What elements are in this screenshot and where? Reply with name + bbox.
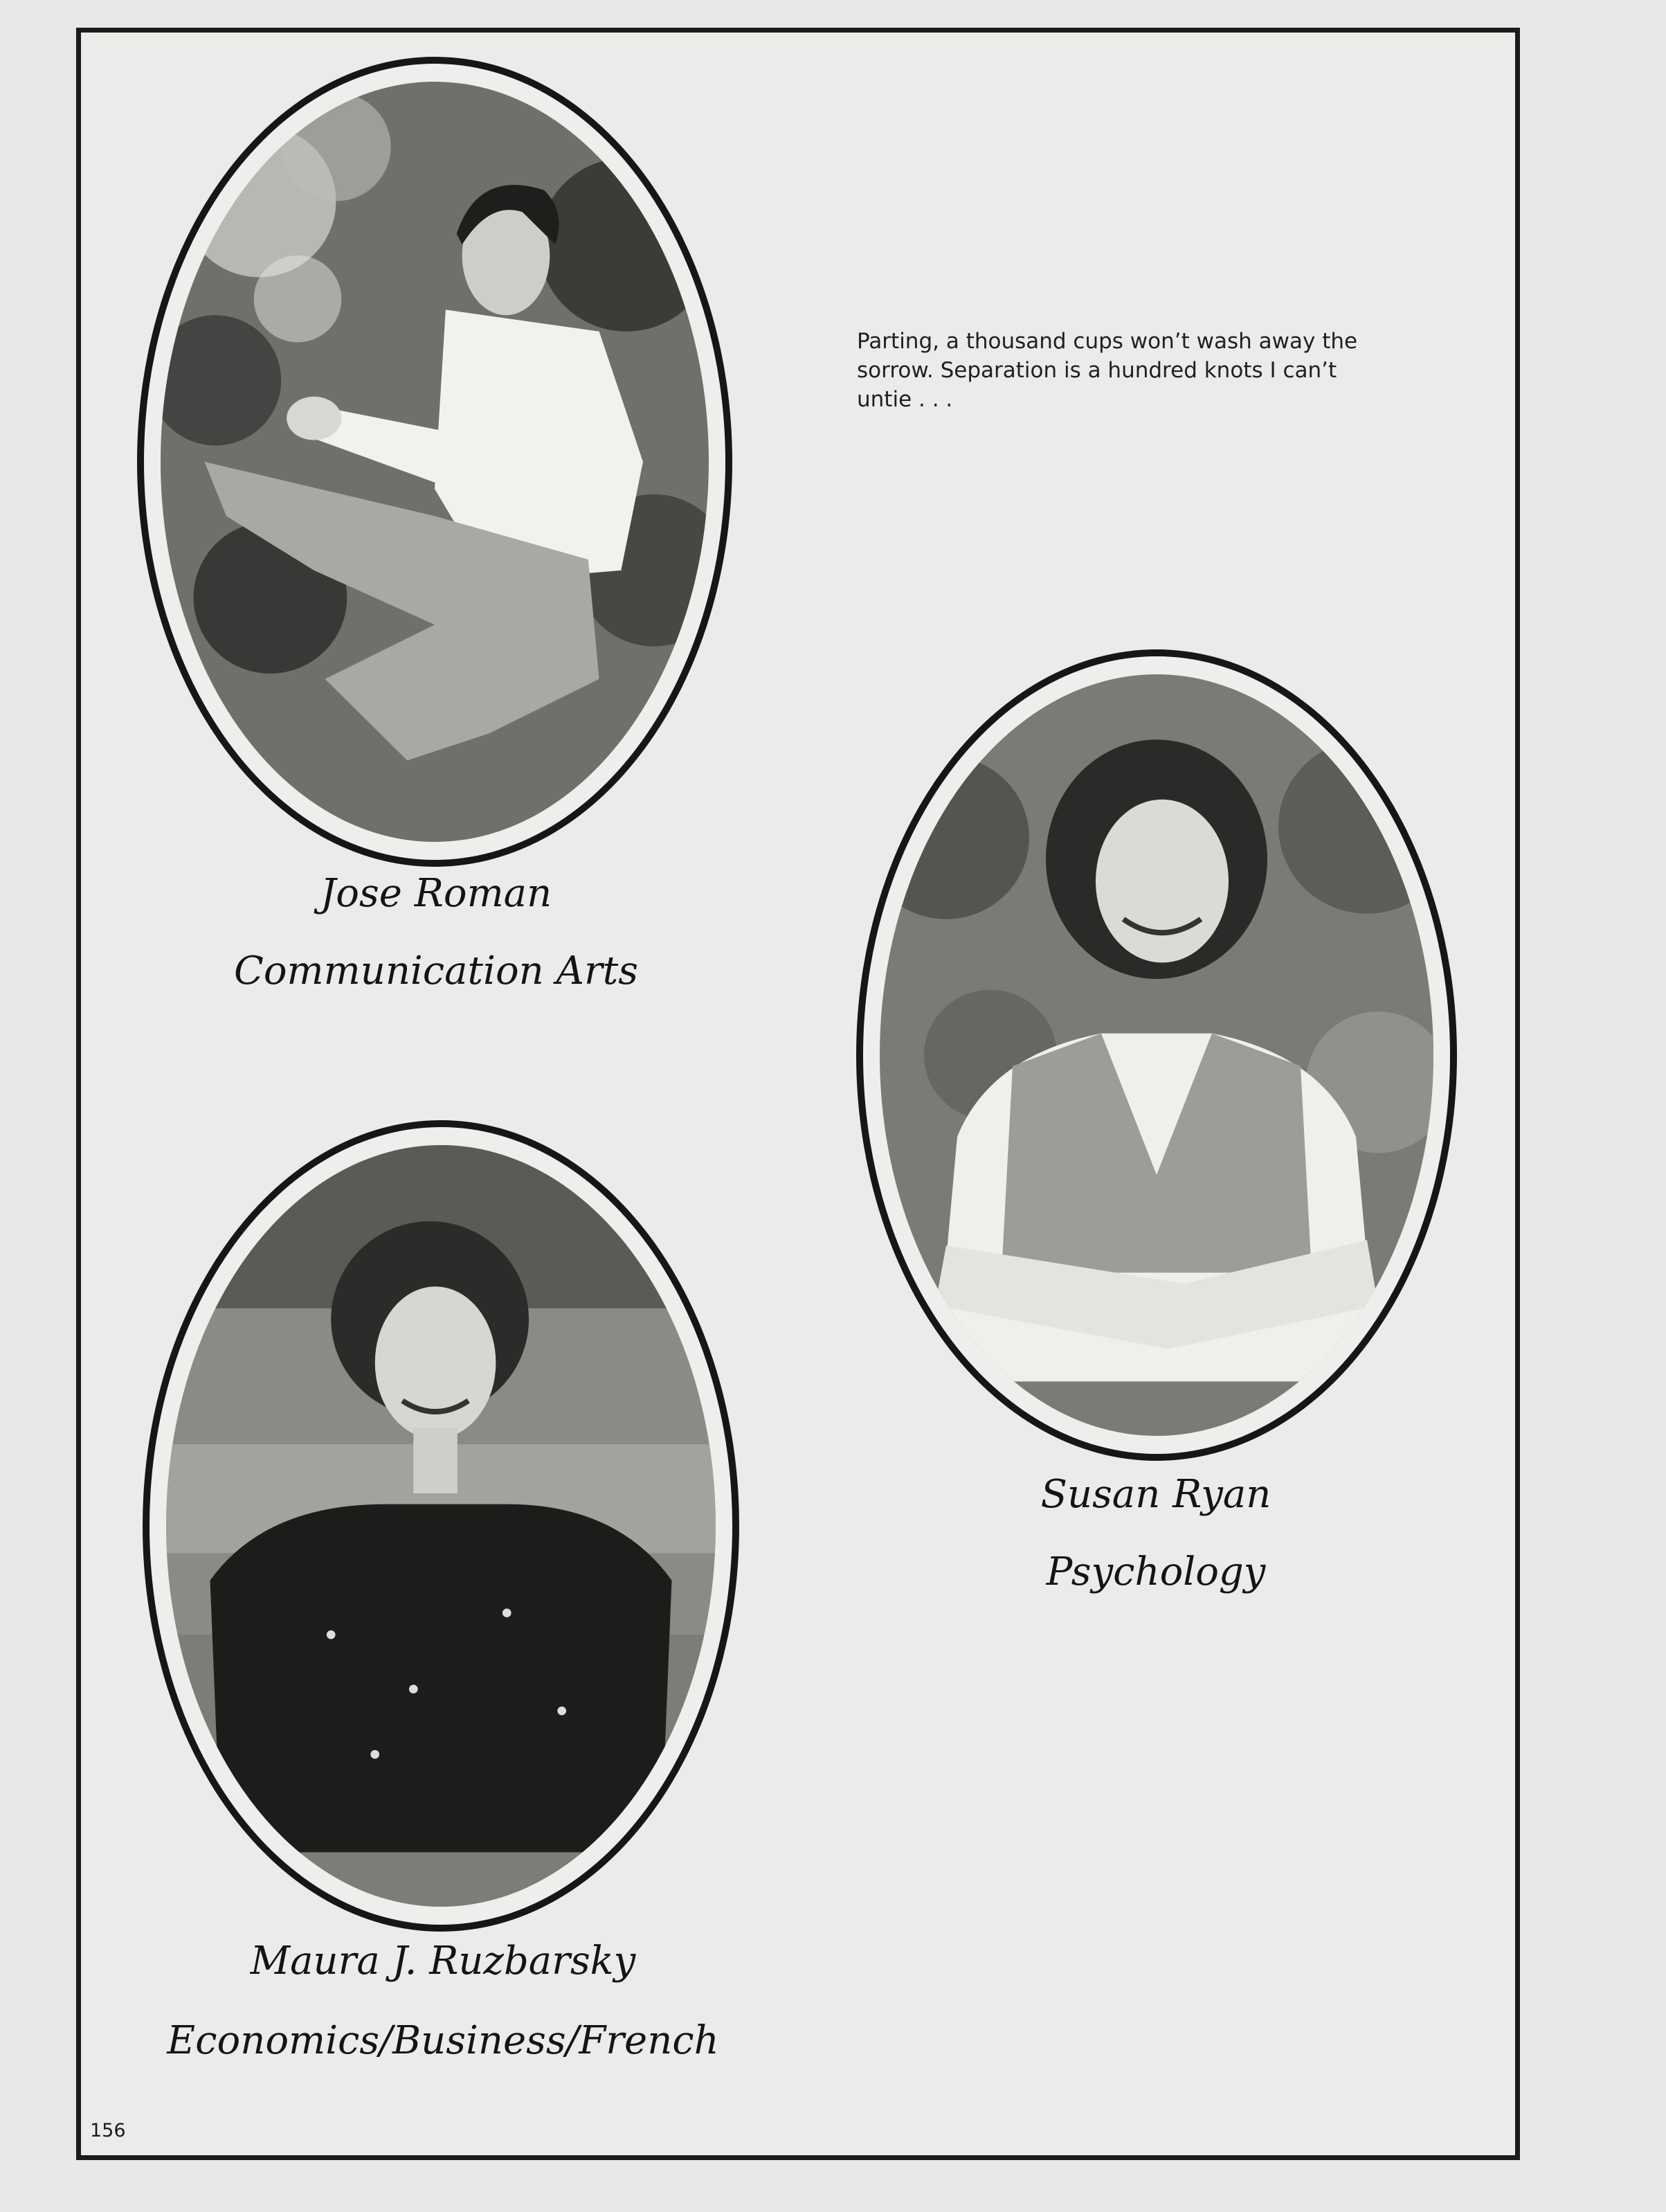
student-name: Susan Ryan	[1040, 1472, 1271, 1517]
quote-text	[857, 327, 1383, 414]
student-name: Maura J. Ruzbarsky	[250, 1939, 636, 1984]
quote-line: untie . . .	[857, 387, 953, 412]
student-name: Jose Roman	[320, 871, 552, 916]
quote-line: sorrow. Separation is a hundred knots I can’t	[857, 358, 1337, 383]
page-number: 156	[90, 2120, 126, 2141]
portrait-photo-jose-roman	[161, 82, 709, 842]
portrait-photo-susan-ryan	[880, 674, 1433, 1436]
quote-line: Parting, a thousand cups won’t wash away the	[857, 329, 1358, 354]
portrait-photo-maura-ruzbarsky	[166, 1145, 716, 1907]
student-major: Economics/Business/French	[167, 2018, 719, 2063]
student-major: Psychology	[1046, 1549, 1266, 1594]
student-major: Communication Arts	[233, 948, 638, 993]
